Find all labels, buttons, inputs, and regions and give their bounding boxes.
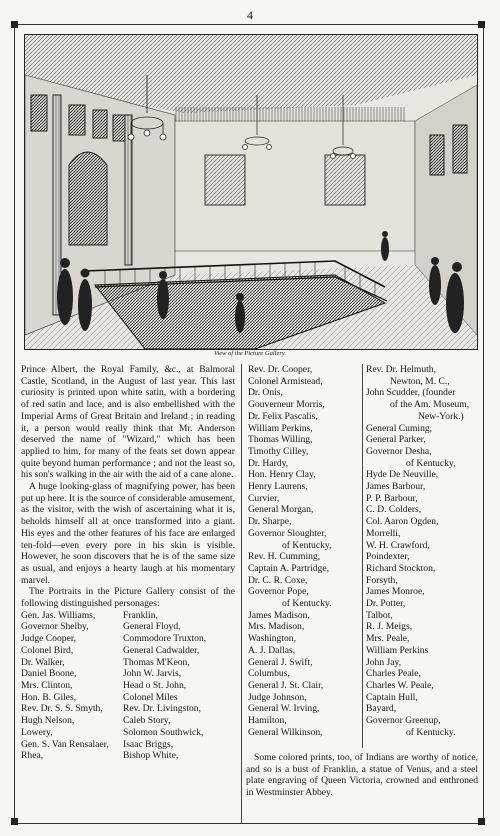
painting	[93, 110, 107, 138]
portrait-name: Colonel Miles	[123, 691, 178, 703]
portrait-name: Caleb Story,	[123, 715, 171, 727]
portrait-name: R. J. Meigs,	[366, 621, 413, 633]
portrait-list-a	[21, 610, 117, 762]
portrait-name: John Jay,	[366, 656, 402, 668]
portrait-name: General Wilkinson,	[248, 726, 323, 738]
portrait-name-continuation: Newton, M. C.,	[390, 375, 450, 387]
portrait-name-continuation: of Kentucky.	[282, 598, 332, 610]
portrait-name-continuation: of the Am. Museum,	[390, 399, 470, 411]
column-left	[21, 364, 235, 762]
portrait-name: Washington,	[248, 633, 296, 645]
back-window	[325, 155, 365, 205]
portrait-name: Forsyth,	[366, 574, 398, 586]
portrait-list-columns	[21, 610, 235, 762]
ceiling-frieze	[175, 107, 405, 121]
page-number: 4	[247, 8, 253, 22]
portrait-list-b	[123, 610, 233, 762]
portrait-name: General Cuming,	[366, 422, 433, 434]
portrait-name: Colonel Bird,	[21, 644, 74, 656]
portrait-name: Talbot,	[366, 609, 393, 621]
portrait-name: Dr. Potter,	[366, 598, 406, 610]
portrait-name-continuation: New-York.)	[418, 410, 464, 422]
portrait-name: General Morgan,	[248, 504, 314, 516]
portrait-name: Rev. H. Cumming,	[248, 551, 321, 563]
back-window	[205, 155, 245, 205]
portrait-name: Hamilton,	[248, 715, 287, 727]
painting	[113, 115, 125, 141]
portrait-name: Henry Laurens,	[248, 481, 308, 493]
portrait-name: Governor Pope,	[248, 586, 309, 598]
illustration-caption: View of the Picture Gallery.	[213, 350, 287, 357]
portrait-name: Curvier,	[248, 492, 280, 504]
portrait-name: Hon. B. Giles,	[21, 691, 77, 703]
portrait-name: Commodore Truxton,	[123, 633, 207, 645]
column-divider	[362, 364, 363, 748]
portrait-name: John Scudder, (founder	[366, 387, 456, 399]
portrait-name: Colonel Armistead,	[248, 375, 323, 387]
engraving-drawing	[25, 35, 477, 349]
portrait-name: Timothy Cilley,	[248, 445, 309, 457]
portrait-name: Bayard,	[366, 703, 397, 715]
portrait-name: Rev. Dr. Cooper,	[248, 364, 313, 375]
portrait-name-continuation: of Kentucky,	[406, 457, 456, 469]
portrait-name: Columbus,	[248, 668, 290, 680]
corner-mark	[11, 818, 18, 825]
portrait-name: Mrs. Peale,	[366, 633, 410, 645]
portrait-name: Governor Greenup,	[366, 715, 441, 727]
portrait-name: General W. Irving,	[248, 703, 320, 715]
intro-paragraph: Prince Albert, the Royal Family, &c., at Balmoral Castle, Scotland, in the August of last year. This last curiosity is printed upon white satin, with a bordering of red satin and lace, and is also embellished with the Imperial Arms of Great Britain and Ireland ; in reading it, a person would really think that Mr. Anderson deserved the name of "Wizard," which has been applied to him, for many of the feats set down appear quite beyond human performance ; and not the least so, his son's walking in the air with the aid of a cane alone.	[21, 364, 235, 481]
portrait-name: Gouverneur Morris,	[248, 399, 325, 411]
portrait-name: Poindexter,	[366, 551, 410, 563]
portrait-name: General J. St. Clair,	[248, 679, 324, 691]
portrait-name: William Perkins,	[248, 422, 313, 434]
column-middle	[248, 364, 358, 739]
portrait-name: Thomas M'Keon,	[123, 656, 190, 668]
portrait-name: James Barbour,	[366, 481, 426, 493]
painting	[453, 125, 467, 173]
portrait-name: P. P. Barbour,	[366, 492, 418, 504]
painting	[31, 95, 47, 131]
portrait-name: Charles W. Peale,	[366, 679, 434, 691]
portrait-name: C. D. Colders,	[366, 504, 422, 516]
portrait-name: Judge Johnson,	[248, 691, 307, 703]
painting	[69, 105, 85, 135]
portrait-name: Hon. Henry Clay,	[248, 469, 316, 481]
portrait-name: Lowery,	[21, 726, 53, 738]
portrait-name: Captain A. Partridge,	[248, 562, 329, 574]
portrait-name: Dr. Walker,	[21, 656, 65, 668]
portrait-name: Franklin,	[123, 609, 158, 621]
portrait-name: Morrelli,	[366, 527, 401, 539]
portrait-name: Solomon Southwick,	[123, 726, 204, 738]
portrait-name: John W. Jarvis,	[123, 668, 182, 680]
portrait-name: Governor Sloughter,	[248, 527, 327, 539]
portrait-name: Isaac Briggs,	[123, 738, 174, 750]
portrait-name: Gen. Jas. Williams,	[21, 609, 96, 621]
portrait-name: Rev. Dr. Livingston,	[123, 703, 201, 715]
portrait-name: Daniel Boone,	[21, 668, 77, 680]
portrait-name: General Cadwalder,	[123, 644, 200, 656]
portrait-name: Dr. Sharpe,	[248, 516, 292, 528]
column-right	[366, 364, 478, 739]
portrait-name: Governor Desha,	[366, 445, 432, 457]
portrait-name: Head o St. John,	[123, 679, 187, 691]
portrait-name: Hyde De Neuville,	[366, 469, 439, 481]
portraits-intro: The Portraits in the Picture Gallery consist of the following distinguished personages:	[21, 586, 235, 610]
portrait-name: General Floyd,	[123, 621, 181, 633]
portrait-name: General J. Swift,	[248, 656, 313, 668]
corner-mark	[478, 818, 485, 825]
portrait-name: William Perkins	[366, 644, 429, 656]
portrait-name: Judge Cooper,	[21, 633, 77, 645]
portrait-name: Richard Stockton,	[366, 562, 436, 574]
portrait-name: James Madison,	[248, 609, 310, 621]
portrait-name: W. H. Crawford,	[366, 539, 430, 551]
picture-gallery-engraving	[24, 34, 478, 350]
portrait-name: Dr. Hardy,	[248, 457, 289, 469]
portrait-name: James Monroe,	[366, 586, 425, 598]
portrait-name: Rhea,	[21, 750, 44, 762]
portrait-name: Rev. Dr. S. S. Smyth,	[21, 703, 103, 715]
painting	[430, 135, 444, 175]
portrait-name: Col. Aaron Ogden,	[366, 516, 439, 528]
portrait-name: Bishop White,	[123, 750, 179, 762]
column-divider	[241, 364, 242, 824]
portrait-name: Thomas Willing,	[248, 434, 313, 446]
looking-glass-paragraph: A huge looking-glass of magnifying power, has been put up here. It is the source of considerable amusement, as the visitor, with the wish of ascertaining what it is, beholds himself all at once transformed into a giant. His eyes and the other features of his face are enlarged ten-fold—even every pore in his skin is visible. However, he soon discovers that he is of the same size as usual, and enjoys a hearty laugh at his momentary marvel.	[21, 481, 235, 586]
portrait-name: Dr. Onis,	[248, 387, 283, 399]
closing-paragraph: Some colored prints, too, of Indians are worthy of notice, and so is a bust of Franklin, a statue of Venus, and a steel plate engraving of Queen Victoria, crowned and enthroned in Westminster Abbey.	[246, 752, 478, 799]
arched-doorway	[69, 152, 107, 245]
portrait-name: Captain Hull,	[366, 691, 418, 703]
portrait-name: Dr. C. R. Coxe,	[248, 574, 308, 586]
portrait-name: Governor Shelby,	[21, 621, 89, 633]
portrait-name: A. J. Dallas,	[248, 644, 296, 656]
portrait-name: Dr. Felix Pascalis,	[248, 410, 318, 422]
portrait-name-continuation: of Kentucky,	[282, 539, 332, 551]
portrait-name: Hugh Nelson,	[21, 715, 75, 727]
portrait-name: Rev. Dr. Helmuth,	[366, 364, 436, 375]
portrait-name: Gen. S. Van Rensalaer,	[21, 738, 109, 750]
portrait-name: Mrs. Clinton,	[21, 679, 73, 691]
portrait-name: General Parker,	[366, 434, 426, 446]
portrait-name: Charles Peale,	[366, 668, 421, 680]
portrait-name-continuation: of Kentucky.	[406, 726, 456, 738]
portrait-name: Mrs. Madison,	[248, 621, 305, 633]
